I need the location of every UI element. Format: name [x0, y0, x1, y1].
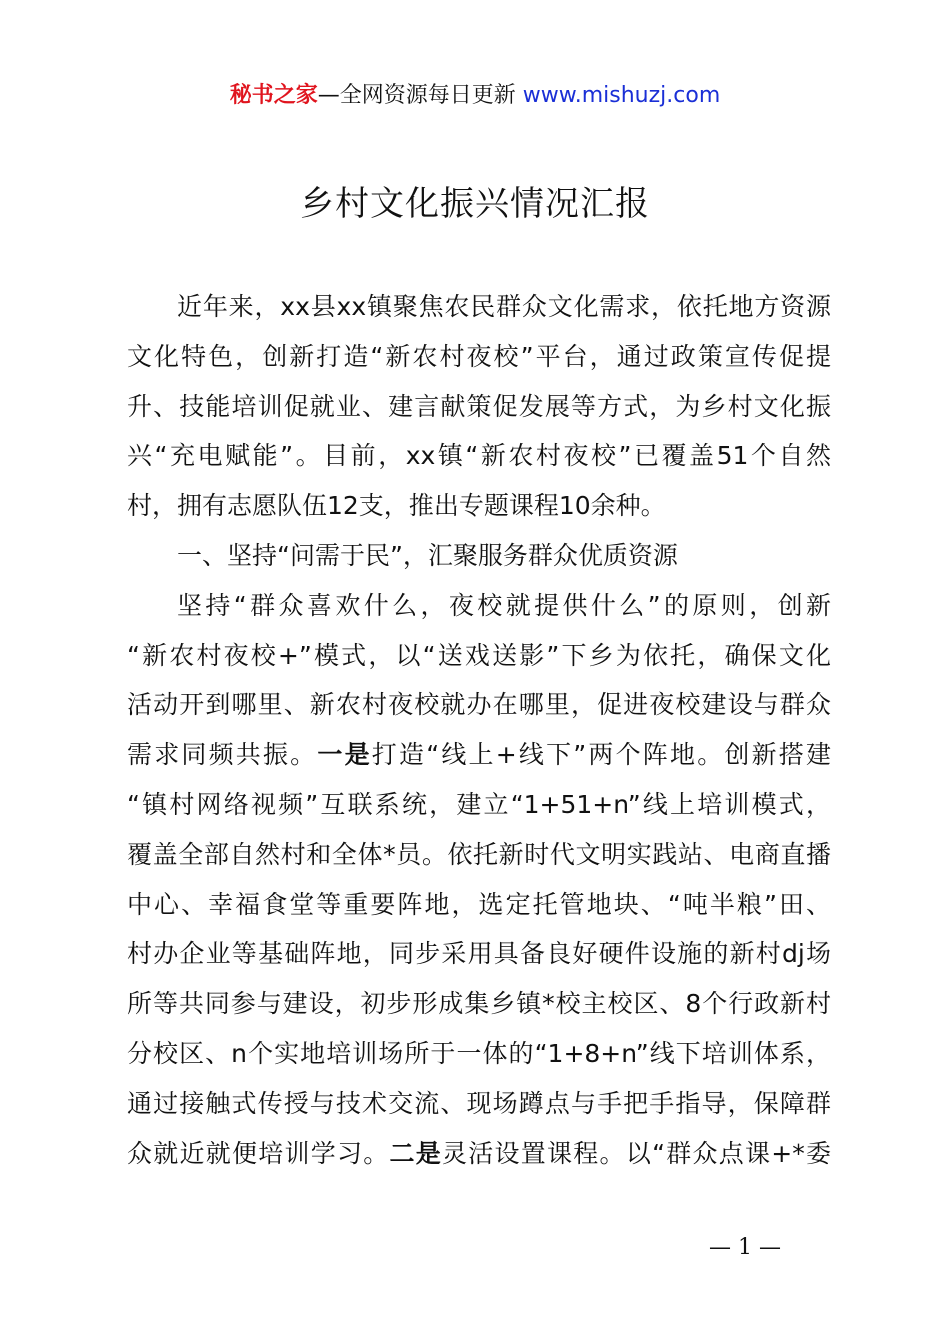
paragraph-line: 村办企业等基础阵地，同步采用具备良好硬件设施的新村dj场 [127, 939, 831, 969]
paragraph-line: 升、技能培训促就业、建言献策促发展等方式，为乡村文化振 [127, 391, 831, 421]
site-url-link[interactable]: www.mishuzj.com [522, 83, 721, 108]
paragraph-line: 中心、幸福食堂等重要阵地，选定托管地块、“吨半粮”田、 [127, 889, 831, 919]
paragraph-line: 村，拥有志愿队伍12支，推出专题课程10余种。 [127, 491, 666, 521]
emphasis-text: 二是 [389, 1138, 443, 1168]
document-title: 乡村文化振兴情况汇报 [300, 184, 650, 224]
paragraph-line: 所等共同参与建设，初步形成集乡镇*校主校区、8个行政新村 [127, 989, 831, 1019]
paragraph-line: 近年来，xx县xx镇聚焦农民群众文化需求，依托地方资源 [177, 292, 831, 321]
paragraph-line: 分校区、n个实地培训场所于一体的“1+8+n”线下培训体系， [127, 1038, 831, 1068]
paragraph-line: 覆盖全部自然村和全体*员。依托新时代文明实践站、电商直播 [127, 839, 831, 869]
page-number: — 1 — [709, 1235, 781, 1260]
paragraph-line [127, 730, 831, 780]
text-run: 灵活设置课程。以“群众点课+*委 [442, 1138, 831, 1168]
text-run: 打造“线上+线下”两个阵地。创新搭建 [371, 740, 831, 770]
brand-name: 秘书之家 [229, 83, 318, 108]
emphasis-text: 一是 [317, 740, 372, 770]
header-tagline: —全网资源每日更新 [317, 83, 523, 108]
document-body [127, 282, 831, 1178]
section-heading: 一、坚持“问需于民”，汇聚服务群众优质资源 [177, 540, 678, 570]
site-header [0, 80, 950, 112]
paragraph-line: 坚持“群众喜欢什么，夜校就提供什么”的原则，创新 [177, 590, 831, 620]
paragraph-line: 兴“充电赋能”。目前，xx镇“新农村夜校”已覆盖51个自然 [127, 441, 831, 471]
text-run: 需求同频共振。 [127, 740, 318, 770]
paragraph-line: “镇村网络视频”互联系统，建立“1+51+n”线上培训模式， [127, 789, 831, 819]
paragraph-line: 活动开到哪里、新农村夜校就办在哪里，促进夜校建设与群众 [127, 690, 831, 720]
paragraph-line: 文化特色，创新打造“新农村夜校”平台，通过政策宣传促提 [127, 341, 831, 371]
paragraph-line [127, 1129, 831, 1179]
paragraph-line: 通过接触式传授与技术交流、现场蹲点与手把手指导，保障群 [127, 1088, 831, 1118]
text-run: 众就近就便培训学习。 [127, 1138, 390, 1168]
paragraph-line: “新农村夜校+”模式，以“送戏送影”下乡为依托，确保文化 [127, 640, 831, 670]
